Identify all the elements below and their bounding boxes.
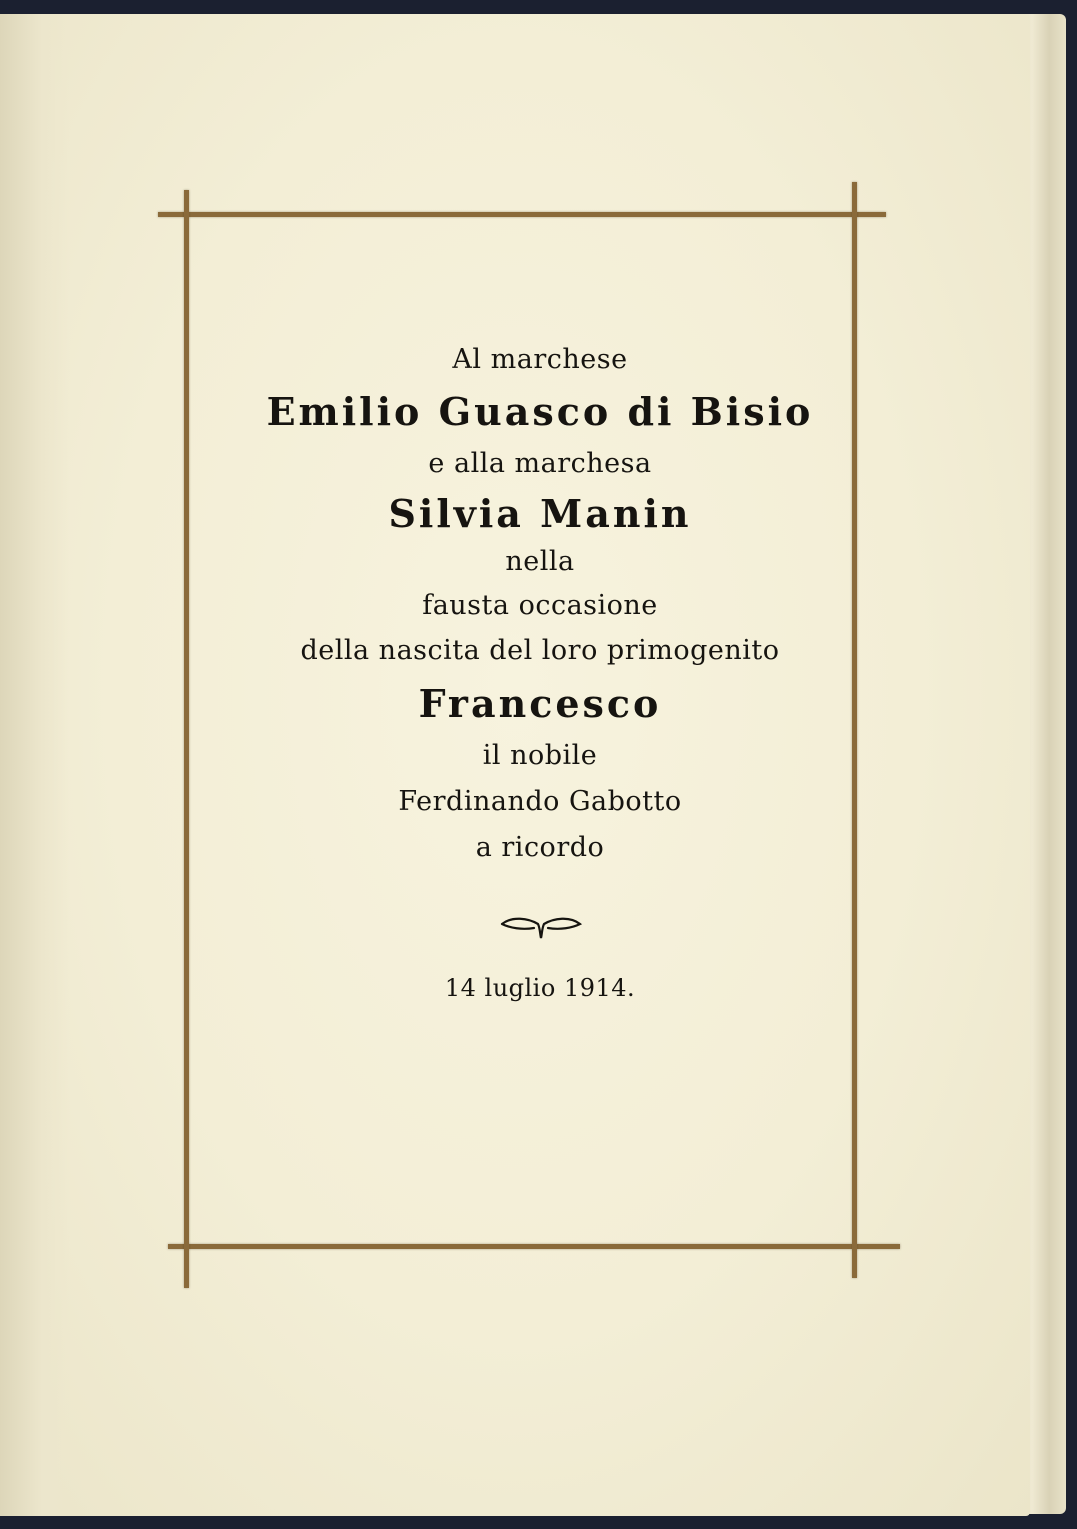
dedication-line-4: Silvia Manin [388,491,692,536]
dedication-line-2: Emilio Guasco di Bisio [266,389,814,434]
frame-top-line [158,212,886,217]
binding-gutter [0,14,70,1516]
dedication-line-11: a ricordo [475,832,605,863]
dedication-line-6: fausta occasione [422,590,658,621]
dedication-line-3: e alla marchesa [428,448,652,479]
dedication-line-7: della nascita del loro primogenito [300,635,780,666]
frame-bottom-line [168,1244,900,1249]
dedication-line-1: Al marchese [452,344,628,375]
flourish-ornament-icon [498,910,584,944]
dedication-line-5: nella [505,546,575,577]
dedication-date: 14 luglio 1914. [444,974,636,1002]
dedication-line-10: Ferdinando Gabotto [398,786,682,817]
dedication-line-8: Francesco [418,681,662,726]
dedication-line-9: il nobile [482,740,598,771]
